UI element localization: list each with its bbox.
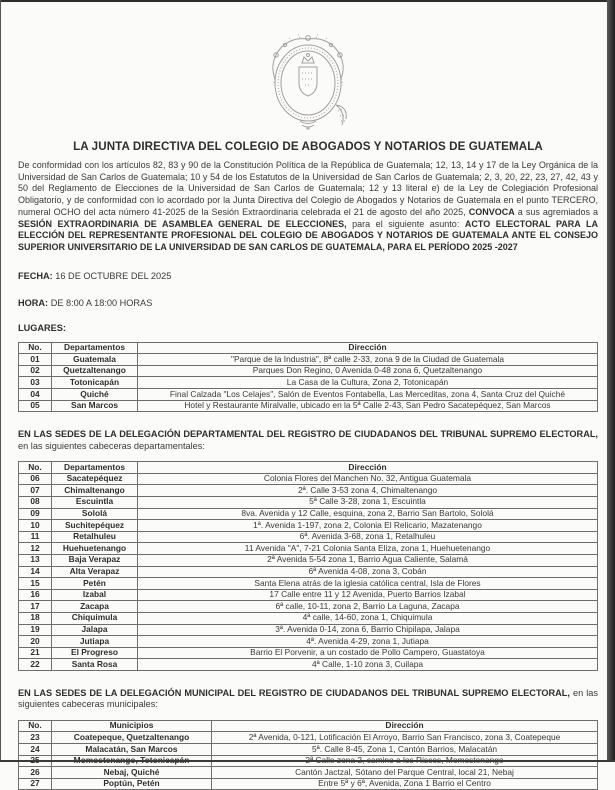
- cell-no: 09: [19, 508, 52, 520]
- cell-direccion: Santa Elena atrás de la iglesia católica central, Isla de Flores: [138, 578, 598, 590]
- cell-direccion: 4ª. Avenida 4-29, zona 1, Jutiapa: [138, 636, 598, 648]
- fecha-value: 16 DE OCTUBRE DEL 2025: [55, 270, 172, 281]
- table-header-row: [19, 720, 598, 732]
- hora-value: DE 8:00 A 18:00 HORAS: [50, 297, 153, 308]
- col-header-direccion: Dirección: [138, 342, 598, 354]
- section-departamental-heading: [18, 429, 598, 452]
- cell-no: 18: [19, 612, 52, 624]
- table-row: [19, 566, 598, 578]
- cell-no: 17: [19, 601, 52, 613]
- table-row: [19, 732, 598, 744]
- cell-departamento: Sololá: [52, 508, 138, 520]
- cell-no: 07: [19, 485, 52, 497]
- cell-no: 27: [19, 778, 52, 790]
- cell-departamento: Suchitepéquez: [52, 520, 138, 532]
- cell-direccion: Cantón Jactzal, Sótano del Parque Central, local 21, Nebaj: [212, 767, 598, 779]
- cell-municipio: Malacatán, San Marcos: [52, 744, 212, 756]
- cell-departamento: Baja Verapaz: [52, 554, 138, 566]
- section-municipal-rest: en las siguientes cabeceras municipales:: [18, 687, 598, 710]
- cell-no: 19: [19, 624, 52, 636]
- cell-departamento: Retalhuleu: [52, 531, 138, 543]
- cell-no: 16: [19, 589, 52, 601]
- cell-no: 20: [19, 636, 52, 648]
- cell-no: 03: [19, 377, 52, 389]
- cell-direccion: 8va. Avenida y 12 Calle, esquina, zona 2, Barrio San Bartolo, Sololá: [138, 508, 598, 520]
- cell-municipio: Nebaj, Quiché: [52, 767, 212, 779]
- cell-direccion: 1ª. Avenida 1-197, zona 2, Colonia El Relicario, Mazatenango: [138, 520, 598, 532]
- cell-departamento: Chimaltenango: [52, 485, 138, 497]
- col-header-direccion: Dirección: [138, 462, 598, 474]
- col-header-municipios: Municipios: [52, 720, 212, 732]
- col-header-departamentos: Departamentos: [52, 462, 138, 474]
- hora-line: [18, 298, 598, 308]
- scan-edge-left: [0, 0, 1, 762]
- cell-no: 24: [19, 744, 52, 756]
- table-row: [19, 636, 598, 648]
- cell-departamento: Zacapa: [52, 601, 138, 613]
- table-row: [19, 473, 598, 485]
- cell-municipio: Coatepeque, Quetzaltenango: [52, 732, 212, 744]
- cell-direccion: 6ª Avenida 4-08, zona 3, Cobán: [138, 566, 598, 578]
- table-row: [19, 485, 598, 497]
- cell-direccion: Barrio El Porvenir, a un costado de Pollo Campero, Guastatoya: [138, 647, 598, 659]
- document-body: [18, 0, 598, 790]
- table-row: [19, 389, 598, 401]
- table-row: [19, 612, 598, 624]
- cell-no: 23: [19, 732, 52, 744]
- section-municipal-heading: [18, 688, 598, 711]
- cell-departamento: Huehuetenango: [52, 543, 138, 555]
- intro-paragraph: [18, 160, 598, 254]
- scan-edge-right: [607, 0, 615, 762]
- cell-no: 14: [19, 566, 52, 578]
- cell-no: 06: [19, 473, 52, 485]
- table-row: [19, 377, 598, 389]
- intro-text-segment: ACTO ELECTORAL PARA LA ELECCIÓN DEL REPRESENTANTE PROFESIONAL DEL COLEGIO DE ABOGADOS Y NOTARIOS DE GUATEMALA ANTE EL CONSEJO SUPERIOR UNIVERSITARIO DE LA UNIVERSIDAD DE SAN CARLOS DE GUATEMALA, PARA EL PERÍODO 2025 -2027: [18, 218, 598, 252]
- intro-text-segment: a sus agremiados a: [514, 206, 599, 217]
- table-row: [19, 554, 598, 566]
- cell-departamento: Sacatepéquez: [52, 473, 138, 485]
- departamental-table: [18, 461, 598, 671]
- cell-departamento: El Progreso: [52, 647, 138, 659]
- cell-departamento: San Marcos: [52, 400, 138, 412]
- cell-no: 22: [19, 659, 52, 671]
- cell-direccion: 2ª Avenida, 0-121, Lotificación El Arroyo, Barrio San Francisco, zona 3, Coatepeque: [212, 732, 598, 744]
- document-title: LA JUNTA DIRECTIVA DEL COLEGIO DE ABOGADOS Y NOTARIOS DE GUATEMALA: [73, 140, 543, 153]
- lugares-label: LUGARES:: [18, 322, 66, 333]
- section-departamental-rest: en las siguientes cabeceras departamentales:: [18, 440, 205, 451]
- cell-no: 02: [19, 365, 52, 377]
- intro-text-segment: para el siguiente asunto:: [346, 218, 465, 229]
- table-header-row: [19, 462, 598, 474]
- table-row: [19, 354, 598, 366]
- cell-direccion: 2ª. Calle 3-53 zona 4, Chimaltenango: [138, 485, 598, 497]
- section-departamental-bold: EN LAS SEDES DE LA DELEGACIÓN DEPARTAMENTAL DEL REGISTRO DE CIUDADANOS DEL TRIBUNAL SUPREMO ELECTORAL,: [18, 429, 598, 440]
- fecha-label: FECHA:: [18, 270, 53, 281]
- table-row: [19, 520, 598, 532]
- table-row: [19, 659, 598, 671]
- cell-departamento: Totonicapán: [52, 377, 138, 389]
- cell-departamento: Jalapa: [52, 624, 138, 636]
- cell-no: 08: [19, 496, 52, 508]
- cell-direccion: 5ª Calle 3-28, zona 1, Escuintla: [138, 496, 598, 508]
- cell-direccion: 6ª. Avenida 3-68, zona 1, Retalhuleu: [138, 531, 598, 543]
- cell-no: 26: [19, 767, 52, 779]
- cell-departamento: Chiquimula: [52, 612, 138, 624]
- cell-direccion: Parques Don Regino, 0 Avenida 0-48 zona 6, Quetzaltenango: [138, 365, 598, 377]
- table-row: [19, 508, 598, 520]
- scan-edge-top: [0, 0, 615, 2]
- cell-departamento: Guatemala: [52, 354, 138, 366]
- cell-direccion: Final Calzada "Los Celajes", Salón de Eventos Fontabella, Las Merceditas, zona 4, Santa Cruz del Quiché: [138, 389, 598, 401]
- table-row: [19, 647, 598, 659]
- table-row: [19, 496, 598, 508]
- cell-direccion: 5ª. Calle 8-45, Zona 1, Cantón Barrios, Malacatán: [212, 744, 598, 756]
- cell-no: 11: [19, 531, 52, 543]
- col-header-no: No.: [19, 342, 52, 354]
- cell-direccion: 3ª. Avenida 0-14, zona 6, Barrio Chipilapa, Jalapa: [138, 624, 598, 636]
- intro-text-segment: SESIÓN EXTRAORDINARIA DE ASAMBLEA GENERAL DE ELECCIONES,: [18, 218, 347, 229]
- cell-departamento: Quetzaltenango: [52, 365, 138, 377]
- cell-municipio: Poptún, Petén: [52, 778, 212, 790]
- intro-text-segment: De conformidad con los artículos 82, 83 y 90 de la Constitución Política de la República de Guatemala; 12, 13, 14 y 17 de la Ley Orgánica de la Universidad de San Carlos de Guatemala; 10 y 54 de los Estatutos de la Universidad de San Carlos de Guatemala; 2, 3, 20, 22, 23, 27, 42, 43 y 50 del Reglamento de Elecciones de la Universidad de San Carlos de Guatemala; 12 y 13 literal e) de la Ley de Colegiación Profesional Obligatorio, y de conformidad con lo acordado por la Junta Directiva del Colegio de Abogados y Notarios de Guatemala en el punto TERCERO, numeral OCHO del acta número 41-2025 de la Sesión Extraordinaria celebrada el 21 de agosto del año 2025,: [18, 160, 598, 217]
- college-seal-icon: [252, 33, 364, 133]
- col-header-departamentos: Departamentos: [52, 342, 138, 354]
- cell-no: 04: [19, 389, 52, 401]
- cell-no: 10: [19, 520, 52, 532]
- cell-departamento: Escuintla: [52, 496, 138, 508]
- hora-label: HORA:: [18, 297, 49, 308]
- intro-text-segment: CONVOCA: [468, 206, 515, 217]
- cell-departamento: Izabal: [52, 589, 138, 601]
- table-row: [19, 589, 598, 601]
- cell-no: 15: [19, 578, 52, 590]
- lugares-table: [18, 342, 598, 413]
- table-header-row: [19, 342, 598, 354]
- table-row: [19, 578, 598, 590]
- cell-departamento: Quiché: [52, 389, 138, 401]
- cell-direccion: "Parque de la Industria", 8ª calle 2-33, zona 9 de la Ciudad de Guatemala: [138, 354, 598, 366]
- table-row: [19, 400, 598, 412]
- cell-departamento: Alta Verapaz: [52, 566, 138, 578]
- table-row: [19, 543, 598, 555]
- cell-direccion: 2ª Avenida 5-54 zona 1, Barrio Agua Caliente, Salamá: [138, 554, 598, 566]
- cell-departamento: Santa Rosa: [52, 659, 138, 671]
- cell-no: 13: [19, 554, 52, 566]
- section-municipal-bold: EN LAS SEDES DE LA DELEGACIÓN MUNICIPAL DEL REGISTRO DE CIUDADANOS DEL TRIBUNAL SUPREMO ELECTORAL,: [18, 687, 570, 698]
- col-header-no: No.: [19, 720, 52, 732]
- table-row: [19, 601, 598, 613]
- cell-departamento: Petén: [52, 578, 138, 590]
- cell-no: 21: [19, 647, 52, 659]
- table-row: [19, 744, 598, 756]
- cell-direccion: Entre 5ª y 6ª, Avenida, Zona 1 Barrio el Centro: [212, 778, 598, 790]
- cell-direccion: Colonia Flores del Manchen No. 32, Antigua Guatemala: [138, 473, 598, 485]
- col-header-direccion: Dirección: [212, 720, 598, 732]
- table-row: [19, 531, 598, 543]
- cell-direccion: La Casa de la Cultura, Zona 2, Totonicapán: [138, 377, 598, 389]
- cell-direccion: 11 Avenida "A", 7-21 Colonia Santa Eliza, zona 1, Huehuetenango: [138, 543, 598, 555]
- table-row: [19, 767, 598, 779]
- table-row: [19, 624, 598, 636]
- cell-no: 01: [19, 354, 52, 366]
- cell-direccion: 4ª calle, 14-60, zona 1, Chiquimula: [138, 612, 598, 624]
- table-row: [19, 365, 598, 377]
- cell-direccion: 6ª calle, 10-11, zona 2, Barrio La Laguna, Zacapa: [138, 601, 598, 613]
- cell-direccion: 17 Calle entre 11 y 12 Avenida, Puerto Barrios Izabal: [138, 589, 598, 601]
- municipal-table: [18, 720, 598, 790]
- cell-departamento: Jutiapa: [52, 636, 138, 648]
- cell-no: 05: [19, 400, 52, 412]
- cell-direccion: 4ª Calle, 1-10 zona 3, Cuilapa: [138, 659, 598, 671]
- fecha-line: [18, 271, 598, 281]
- cell-direccion: Hotel y Restaurante Miralvalle, ubicado en la 5ª Calle 2-43, San Pedro Sacatepéquez, San Marcos: [138, 400, 598, 412]
- cell-no: 12: [19, 543, 52, 555]
- table-row: [19, 778, 598, 790]
- col-header-no: No.: [19, 462, 52, 474]
